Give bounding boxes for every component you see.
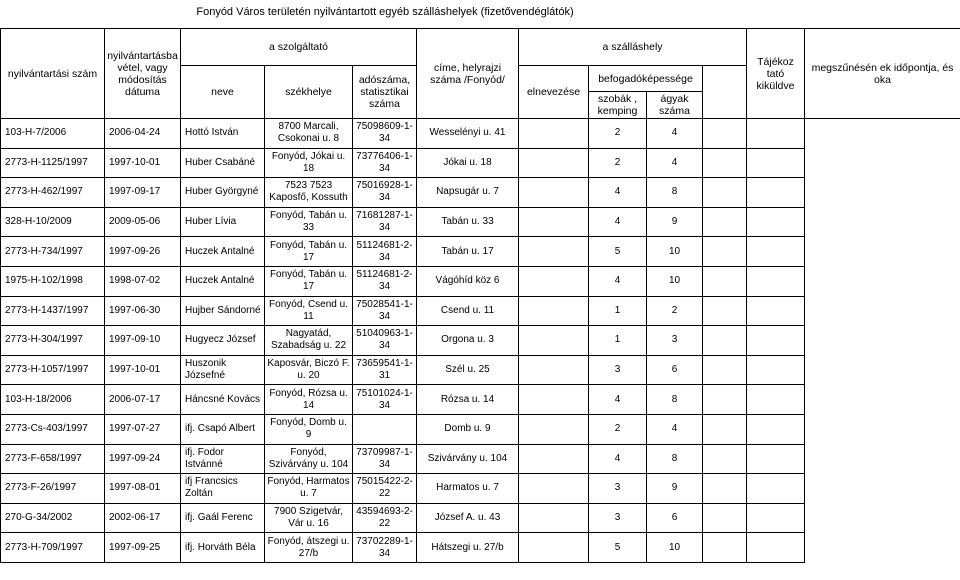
- info-cell: [703, 148, 747, 178]
- reg-date-cell: 1997-06-30: [105, 296, 181, 326]
- address-cell: Orgona u. 3: [417, 326, 519, 356]
- address-cell: Csend u. 11: [417, 296, 519, 326]
- beds-cell: 2: [647, 296, 703, 326]
- reg-no-cell: 2773-H-462/1997: [1, 178, 105, 208]
- table-row: [1, 178, 960, 208]
- address-cell: Szél u. 25: [417, 355, 519, 385]
- rooms-cell: 4: [589, 178, 647, 208]
- lodging-name-cell: [519, 119, 589, 149]
- tax-number-cell: [353, 414, 417, 444]
- address-cell: Vágóhíd köz 6: [417, 266, 519, 296]
- reg-no-cell: 2773-F-26/1997: [1, 474, 105, 504]
- provider-name-cell: ifj Francsics Zoltán: [181, 474, 265, 504]
- provider-name-cell: Háncsné Kovács: [181, 385, 265, 415]
- address-cell: József A. u. 43: [417, 503, 519, 533]
- header-rooms: szobák , kemping: [589, 92, 647, 119]
- provider-seat-cell: 8700 Marcali, Csokonai u. 8: [265, 119, 353, 149]
- address-cell: Jókai u. 18: [417, 148, 519, 178]
- rooms-cell: 3: [589, 355, 647, 385]
- end-cell: [747, 207, 805, 237]
- table-row: [1, 474, 960, 504]
- end-cell: [747, 474, 805, 504]
- table-row: [1, 296, 960, 326]
- provider-name-cell: Huczek Antalné: [181, 237, 265, 267]
- reg-date-cell: 1997-09-26: [105, 237, 181, 267]
- rooms-cell: 2: [589, 148, 647, 178]
- tax-number-cell: 73659541-1-31: [353, 355, 417, 385]
- tax-number-cell: 75101024-1-34: [353, 385, 417, 415]
- header-provider-group: a szolgáltató: [181, 29, 417, 66]
- tax-number-cell: 73776406-1-34: [353, 148, 417, 178]
- lodging-name-cell: [519, 533, 589, 563]
- end-cell: [747, 355, 805, 385]
- table-row: [1, 266, 960, 296]
- info-cell: [703, 266, 747, 296]
- beds-cell: 10: [647, 533, 703, 563]
- end-cell: [747, 503, 805, 533]
- rooms-cell: 1: [589, 296, 647, 326]
- provider-seat-cell: 7900 Szigetvár, Vár u. 16: [265, 503, 353, 533]
- reg-date-cell: 1997-09-10: [105, 326, 181, 356]
- tax-number-cell: 75028541-1-34: [353, 296, 417, 326]
- lodging-name-cell: [519, 414, 589, 444]
- rooms-cell: 4: [589, 444, 647, 474]
- tax-number-cell: 75015422-2-22: [353, 474, 417, 504]
- end-cell: [747, 326, 805, 356]
- end-cell: [747, 296, 805, 326]
- lodging-name-cell: [519, 178, 589, 208]
- beds-cell: 8: [647, 178, 703, 208]
- rooms-cell: 3: [589, 474, 647, 504]
- info-cell: [703, 414, 747, 444]
- end-cell: [747, 385, 805, 415]
- reg-no-cell: 2773-H-1125/1997: [1, 148, 105, 178]
- reg-no-cell: 2773-H-304/1997: [1, 326, 105, 356]
- rooms-cell: 3: [589, 503, 647, 533]
- header-beds: ágyak száma: [647, 92, 703, 119]
- tax-number-cell: 73702289-1-34: [353, 533, 417, 563]
- beds-cell: 4: [647, 148, 703, 178]
- info-cell: [703, 326, 747, 356]
- provider-name-cell: Huber Lívia: [181, 207, 265, 237]
- rooms-cell: 4: [589, 385, 647, 415]
- address-cell: Szivárvány u. 104: [417, 444, 519, 474]
- header-info: Tájékoz tató kiküldve: [747, 29, 805, 119]
- table-row: [1, 148, 960, 178]
- info-cell: [703, 385, 747, 415]
- reg-date-cell: 2002-06-17: [105, 503, 181, 533]
- lodging-name-cell: [519, 444, 589, 474]
- reg-date-cell: 1997-10-01: [105, 148, 181, 178]
- address-cell: Tabán u. 17: [417, 237, 519, 267]
- provider-name-cell: ifj. Gaál Ferenc: [181, 503, 265, 533]
- provider-seat-cell: Fonyód, Szivárvány u. 104: [265, 444, 353, 474]
- rooms-cell: 5: [589, 533, 647, 563]
- reg-date-cell: 2009-05-06: [105, 207, 181, 237]
- info-cell: [703, 355, 747, 385]
- beds-cell: 8: [647, 444, 703, 474]
- rooms-cell: 4: [589, 207, 647, 237]
- address-cell: Napsugár u. 7: [417, 178, 519, 208]
- header-seat: székhelye: [265, 66, 353, 119]
- beds-cell: 4: [647, 414, 703, 444]
- provider-name-cell: Hugyecz József: [181, 326, 265, 356]
- reg-date-cell: 1997-09-24: [105, 444, 181, 474]
- table-row: [1, 503, 960, 533]
- provider-seat-cell: Kaposvár, Biczó F. u. 20: [265, 355, 353, 385]
- reg-no-cell: 2773-H-1057/1997: [1, 355, 105, 385]
- reg-no-cell: 328-H-10/2009: [1, 207, 105, 237]
- address-cell: Wesselényi u. 41: [417, 119, 519, 149]
- address-cell: Hátszegi u. 27/b: [417, 533, 519, 563]
- rooms-cell: 1: [589, 326, 647, 356]
- provider-seat-cell: Fonyód, átszegi u. 27/b: [265, 533, 353, 563]
- beds-cell: 4: [647, 119, 703, 149]
- provider-seat-cell: 7523 7523 Kaposfő, Kossuth: [265, 178, 353, 208]
- info-cell: [703, 178, 747, 208]
- lodging-name-cell: [519, 296, 589, 326]
- lodging-name-cell: [519, 326, 589, 356]
- reg-date-cell: 2006-07-17: [105, 385, 181, 415]
- beds-cell: 10: [647, 237, 703, 267]
- reg-no-cell: 103-H-7/2006: [1, 119, 105, 149]
- tax-number-cell: 51124681-2-34: [353, 266, 417, 296]
- lodging-table: [0, 28, 960, 563]
- table-row: [1, 326, 960, 356]
- provider-name-cell: ifj. Horváth Béla: [181, 533, 265, 563]
- reg-no-cell: 2773-F-658/1997: [1, 444, 105, 474]
- provider-seat-cell: Fonyód, Tabán u. 17: [265, 266, 353, 296]
- reg-no-cell: 2773-H-734/1997: [1, 237, 105, 267]
- lodging-name-cell: [519, 237, 589, 267]
- provider-name-cell: ifj. Csapó Albert: [181, 414, 265, 444]
- header-address: címe, helyrajzi száma /Fonyód/: [417, 29, 519, 119]
- address-cell: Tabán u. 33: [417, 207, 519, 237]
- beds-cell: 8: [647, 385, 703, 415]
- tax-number-cell: 51040963-1-34: [353, 326, 417, 356]
- tax-number-cell: 51124681-2-34: [353, 237, 417, 267]
- tax-number-cell: 43594693-2-22: [353, 503, 417, 533]
- reg-no-cell: 2773-H-1437/1997: [1, 296, 105, 326]
- lodging-name-cell: [519, 355, 589, 385]
- reg-date-cell: 1997-09-25: [105, 533, 181, 563]
- provider-name-cell: Huber Csabáné: [181, 148, 265, 178]
- lodging-name-cell: [519, 148, 589, 178]
- reg-date-cell: 2006-04-24: [105, 119, 181, 149]
- beds-cell: 3: [647, 326, 703, 356]
- lodging-name-cell: [519, 503, 589, 533]
- reg-date-cell: 1997-08-01: [105, 474, 181, 504]
- lodging-name-cell: [519, 266, 589, 296]
- table-row: [1, 119, 960, 149]
- header-reg-date: nyilvántartásba vétel, vagy módosítás dátuma: [105, 29, 181, 119]
- end-cell: [747, 414, 805, 444]
- beds-cell: 6: [647, 503, 703, 533]
- beds-cell: 9: [647, 474, 703, 504]
- provider-seat-cell: Fonyód, Harmatos u. 7: [265, 474, 353, 504]
- reg-date-cell: 1998-07-02: [105, 266, 181, 296]
- end-cell: [747, 533, 805, 563]
- provider-seat-cell: Fonyód, Jókai u. 18: [265, 148, 353, 178]
- provider-name-cell: ifj. Fodor Istvánné: [181, 444, 265, 474]
- lodging-name-cell: [519, 385, 589, 415]
- provider-name-cell: Hottó István: [181, 119, 265, 149]
- info-cell: [703, 503, 747, 533]
- reg-no-cell: 2773-Cs-403/1997: [1, 414, 105, 444]
- provider-seat-cell: Fonyód, Rózsa u. 14: [265, 385, 353, 415]
- rooms-cell: 5: [589, 237, 647, 267]
- end-cell: [747, 119, 805, 149]
- tax-number-cell: 75098609-1-34: [353, 119, 417, 149]
- provider-seat-cell: Fonyód, Tabán u. 17: [265, 237, 353, 267]
- table-row: [1, 355, 960, 385]
- provider-seat-cell: Fonyód, Tabán u. 33: [265, 207, 353, 237]
- reg-date-cell: 1997-09-17: [105, 178, 181, 208]
- info-cell: [703, 207, 747, 237]
- info-cell: [703, 119, 747, 149]
- info-cell: [703, 237, 747, 267]
- rooms-cell: 2: [589, 414, 647, 444]
- provider-name-cell: Huszonik Józsefné: [181, 355, 265, 385]
- beds-cell: 6: [647, 355, 703, 385]
- tax-number-cell: 73709987-1-34: [353, 444, 417, 474]
- provider-seat-cell: Nagyatád, Szabadság u. 22: [265, 326, 353, 356]
- address-cell: Harmatos u. 7: [417, 474, 519, 504]
- table-row: [1, 207, 960, 237]
- tax-number-cell: 71681287-1-34: [353, 207, 417, 237]
- lodging-name-cell: [519, 207, 589, 237]
- header-reg-no: nyilvántartási szám: [1, 29, 105, 119]
- rooms-cell: 4: [589, 266, 647, 296]
- provider-name-cell: Huber Györgyné: [181, 178, 265, 208]
- header-lodging-group: a szálláshely: [519, 29, 747, 66]
- info-cell: [703, 533, 747, 563]
- provider-seat-cell: Fonyód, Csend u. 11: [265, 296, 353, 326]
- reg-no-cell: 2773-H-709/1997: [1, 533, 105, 563]
- header-capacity-group: befogadóképessége: [589, 66, 703, 92]
- tax-number-cell: 75016928-1-34: [353, 178, 417, 208]
- lodging-name-cell: [519, 474, 589, 504]
- info-cell: [703, 296, 747, 326]
- reg-date-cell: 1997-10-01: [105, 355, 181, 385]
- provider-name-cell: Hujber Sándorné: [181, 296, 265, 326]
- header-tax: adószáma, statisztikai száma: [353, 66, 417, 119]
- provider-seat-cell: Fonyód, Domb u. 9: [265, 414, 353, 444]
- table-row: [1, 414, 960, 444]
- header-lodging-name: elnevezése: [519, 66, 589, 119]
- reg-no-cell: 270-G-34/2002: [1, 503, 105, 533]
- header-end: megszűnésén ek időpontja, és oka: [805, 29, 960, 119]
- end-cell: [747, 148, 805, 178]
- header-name: neve: [181, 66, 265, 119]
- end-cell: [747, 237, 805, 267]
- end-cell: [747, 266, 805, 296]
- end-cell: [747, 444, 805, 474]
- info-cell: [703, 444, 747, 474]
- beds-cell: 10: [647, 266, 703, 296]
- table-row: [1, 444, 960, 474]
- address-cell: Domb u. 9: [417, 414, 519, 444]
- provider-name-cell: Huczek Antalné: [181, 266, 265, 296]
- beds-cell: 9: [647, 207, 703, 237]
- table-row: [1, 385, 960, 415]
- rooms-cell: 2: [589, 119, 647, 149]
- reg-date-cell: 1997-07-27: [105, 414, 181, 444]
- end-cell: [747, 178, 805, 208]
- reg-no-cell: 1975-H-102/1998: [1, 266, 105, 296]
- table-row: [1, 533, 960, 563]
- page-title: Fonyód Város területén nyilvántartott egyéb szálláshelyek (fizetővendéglátók): [196, 6, 574, 18]
- reg-no-cell: 103-H-18/2006: [1, 385, 105, 415]
- address-cell: Rózsa u. 14: [417, 385, 519, 415]
- table-row: [1, 237, 960, 267]
- info-cell: [703, 474, 747, 504]
